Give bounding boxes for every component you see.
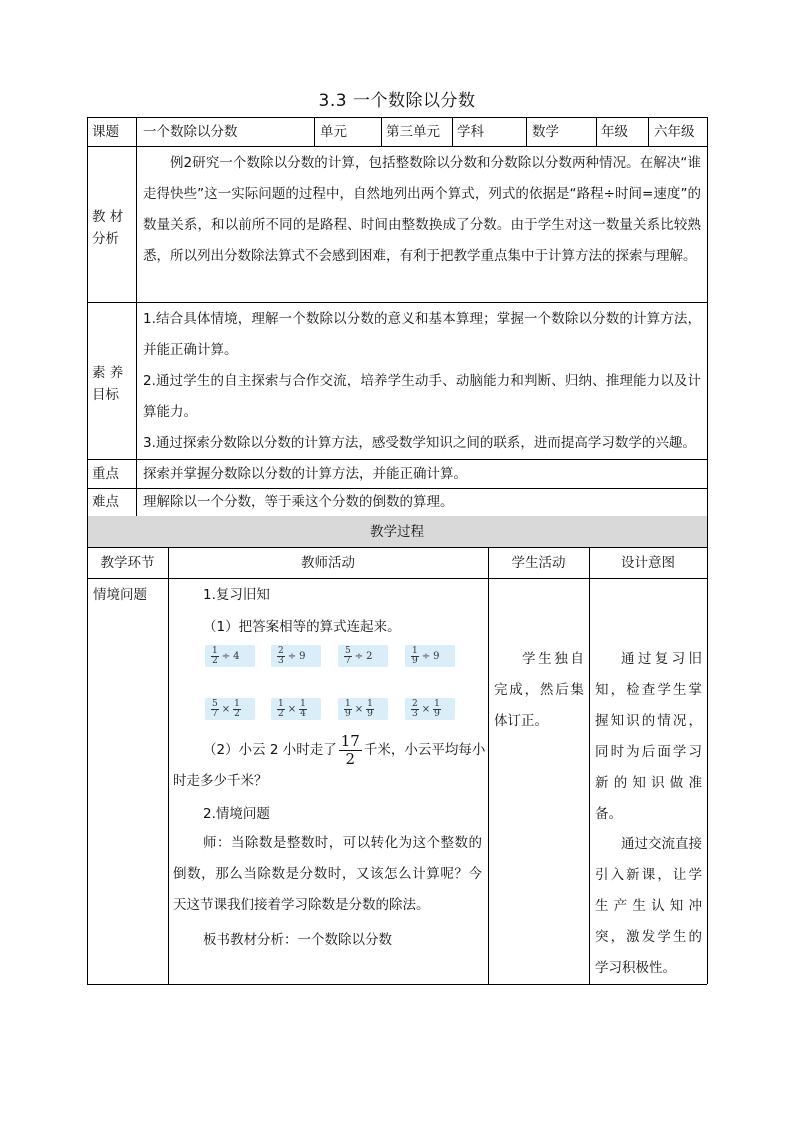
distance-fraction: [339, 733, 362, 768]
goal-item: 1.结合具体情境，理解一个数除以分数的意义和基本算理；掌握一个数除以分数的计算方法，并能正确计算。: [143, 311, 701, 358]
frac-numerator: 2: [278, 645, 284, 656]
frac-numerator: 1: [412, 645, 418, 656]
grade-label: 年级: [601, 124, 628, 140]
scene-title: 2.情境问题: [203, 806, 270, 822]
operator: ÷: [221, 650, 231, 662]
key-point-label: 重点: [92, 466, 119, 482]
frac-denominator: 9: [345, 708, 351, 719]
frac-denominator: 2: [345, 749, 356, 768]
design-text-2: 通过交流直接引入新课，让学生产生认知冲突，激发学生的学习积极性。: [595, 836, 702, 976]
subject-value: 数学: [532, 124, 559, 140]
frac-numerator: 1: [345, 698, 351, 709]
frac-numerator: 5: [212, 698, 218, 709]
operator: ×: [287, 703, 297, 715]
frac-denominator: 9: [367, 708, 373, 719]
design-text-1: 通过复习旧知，检查学生掌握知识的情况，同时为后面学习新的知识做准备。: [595, 651, 702, 822]
expression-card: [205, 698, 255, 720]
operand: 9: [299, 650, 306, 662]
question-2-text-b: 千米，小云平均每小: [363, 742, 486, 758]
operator: ÷: [421, 650, 431, 662]
unit-label: 单元: [320, 124, 347, 140]
unit-value: 第三单元: [386, 124, 440, 140]
frac-denominator: 3: [412, 708, 418, 719]
analysis-label: [92, 206, 123, 250]
goals-list: [143, 304, 701, 459]
teacher-text-2: 板书教材分析：一个数除以分数: [203, 932, 392, 948]
frac-numerator: 1: [367, 698, 373, 709]
expression-card: [205, 645, 255, 667]
frac-denominator: 2: [234, 708, 240, 719]
frac-numerator: 1: [278, 698, 284, 709]
process-title: 教学过程: [370, 524, 424, 540]
question-2-text-a: （2）小云 2 小时走了: [203, 742, 337, 758]
operator: ×: [421, 703, 431, 715]
question-2: [203, 728, 485, 772]
topic-label: 课题: [92, 124, 119, 140]
difficulty-label: 难点: [92, 494, 119, 510]
expression-card: [271, 645, 321, 667]
frac-denominator: 7: [345, 655, 351, 666]
operand: 4: [233, 650, 240, 662]
student-text: 学生独自完成，然后集体订正。: [494, 651, 584, 729]
frac-denominator: 3: [278, 655, 284, 666]
frac-numerator: 5: [345, 645, 351, 656]
teacher-text-1: 师：当除数是整数时，可以转化为这个整数的倒数，那么当除数是分数时，又该怎么计算呢？今天这节课我们接着学习除数是分数的除法。: [173, 835, 482, 913]
frac-numerator: 1: [234, 698, 240, 709]
frac-denominator: 9: [412, 655, 418, 666]
expression-card: [405, 698, 455, 720]
frac-numerator: 17: [340, 731, 360, 750]
analysis-text: 例2研究一个数除以分数的计算，包括整数除以分数和分数除以分数两种情况。在解决“谁走得快些”这一实际问题的过程中，自然地列出两个算式，列式的依据是“路程÷时间=速度”的数量关系，和以前所不同的是路程、时间由整数换成了分数。由于学生对这一数量关系比较熟悉，所以列出分数除法算式不会感到困难，有利于把教学重点集中于计算方法的探索与理解。: [143, 155, 701, 264]
question-2-line-2: 时走多少千米？: [173, 773, 268, 789]
frac-denominator: 2: [278, 708, 284, 719]
col-design: 设计意图: [621, 555, 675, 571]
operator: ÷: [354, 650, 364, 662]
col-student: 学生活动: [511, 555, 566, 571]
expression-card: [338, 698, 388, 720]
frac-denominator: 7: [212, 708, 218, 719]
expression-card: [338, 645, 388, 667]
stage-name: 情境问题: [93, 587, 147, 603]
goals-label: [92, 362, 123, 406]
key-point-text: 探索并掌握分数除以分数的计算方法，并能正确计算。: [143, 466, 467, 482]
frac-numerator: 1: [434, 698, 440, 709]
operand: 9: [433, 650, 440, 662]
operator: ÷: [287, 650, 297, 662]
analysis-label-line1: 教 材: [92, 209, 124, 225]
difficulty-text: 理解除以一个分数，等于乘这个分数的倒数的算理。: [143, 494, 454, 510]
operator: ×: [354, 703, 364, 715]
col-stage: 教学环节: [100, 555, 155, 571]
frac-denominator: 4: [300, 708, 306, 719]
col-teacher: 教师活动: [301, 555, 355, 571]
goals-label-line2: 目标: [92, 387, 119, 403]
goal-item: 2.通过学生的自主探索与合作交流，培养学生动手、动脑能力和判断、归纳、推理能力以及计算能力。: [143, 373, 701, 420]
operator: ×: [221, 703, 231, 715]
frac-numerator: 2: [412, 698, 418, 709]
topic-value: 一个数除以分数: [143, 124, 238, 140]
operand: 2: [366, 650, 373, 662]
expression-card: [271, 698, 321, 720]
frac-numerator: 1: [300, 698, 306, 709]
goal-item: 3.通过探索分数除以分数的计算方法，感受数学知识之间的联系，进而提高学习数学的兴趣。: [143, 435, 696, 451]
subject-label: 学科: [457, 124, 484, 140]
frac-denominator: 2: [212, 655, 218, 666]
expression-card: [405, 645, 455, 667]
goals-label-line1: 素 养: [92, 365, 124, 381]
review-title: 1.复习旧知: [203, 587, 270, 603]
grade-value: 六年级: [654, 124, 695, 140]
frac-denominator: 9: [434, 708, 440, 719]
question-1: （1）把答案相等的算式连起来。: [203, 619, 401, 635]
analysis-label-line2: 分析: [92, 231, 119, 247]
page-title: 3.3 一个数除以分数: [318, 91, 476, 111]
frac-numerator: 1: [212, 645, 218, 656]
